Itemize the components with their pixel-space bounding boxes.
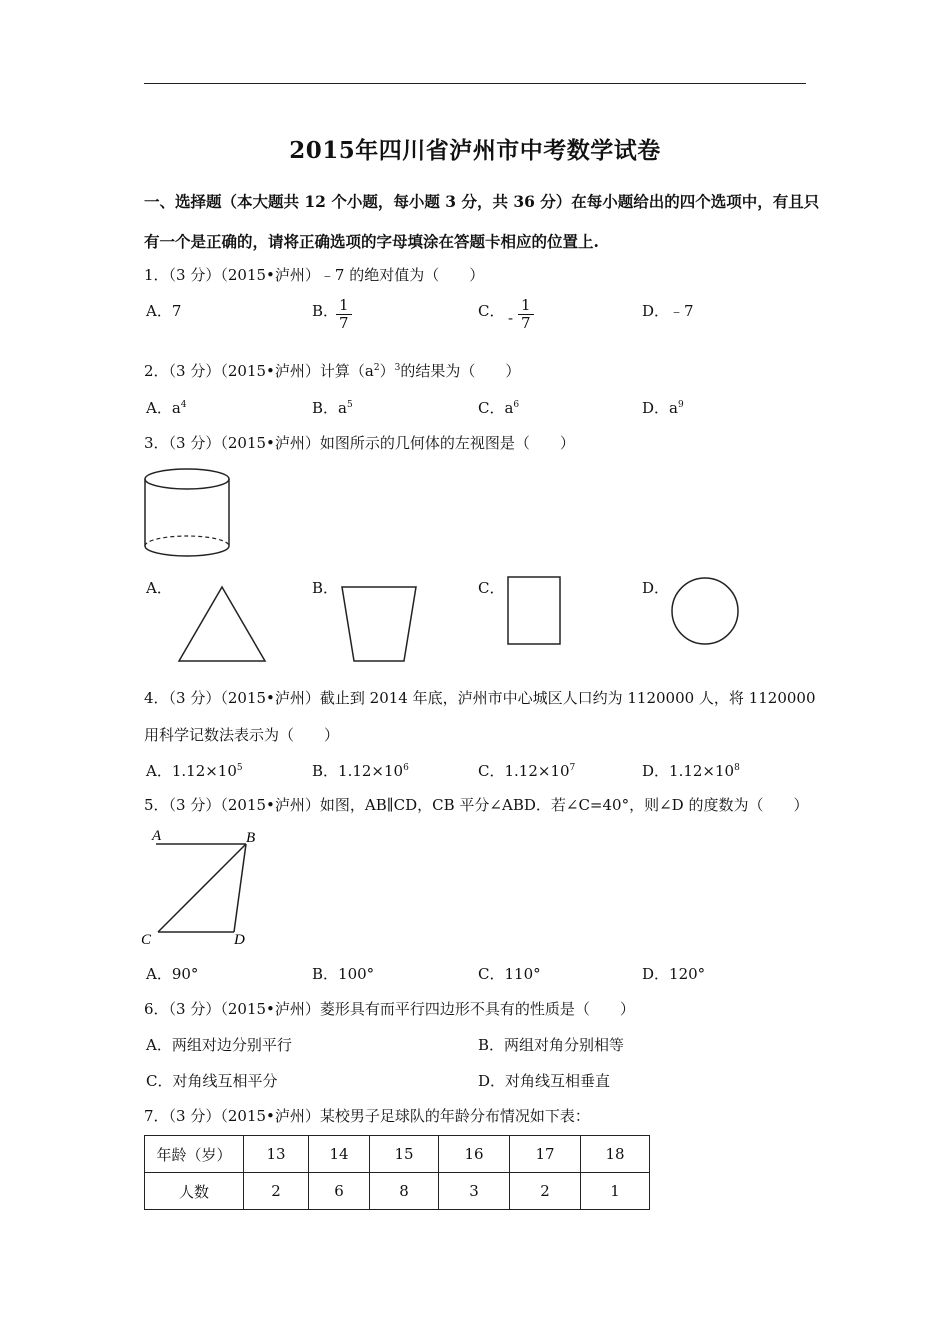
q3-option-d-circle — [668, 574, 742, 648]
q6-option-d: D．对角线互相垂直 — [478, 1072, 611, 1090]
q7-row2-header: 人数 — [145, 1173, 244, 1210]
table-cell: 17 — [510, 1136, 581, 1173]
q2-stem-post: 的结果为（ ） — [400, 362, 521, 380]
q2-option-c: C．$a^6$ — [478, 399, 520, 417]
q2-stem — [144, 360, 520, 381]
q4-stem-line-2: 用科学记数法表示为（ ） — [144, 726, 340, 744]
q5-option-a: A．90° — [146, 965, 199, 983]
table-cell: 1 — [581, 1173, 650, 1210]
q5-label-a: A — [152, 828, 162, 844]
q2-stem-mid: ） — [379, 362, 395, 380]
q2-option-a: A．$a^4$ — [146, 399, 187, 417]
q6-stem: 6．（3 分）（2015•泸州）菱形具有而平行四边形不具有的性质是（ ） — [144, 1000, 635, 1018]
q6-option-a: A．两组对边分别平行 — [146, 1036, 292, 1054]
q5-geometry-figure — [138, 824, 268, 950]
q1-option-c-label: C． — [478, 302, 505, 320]
q1-option-a: A．7 — [146, 302, 182, 320]
table-cell: 2 — [510, 1173, 581, 1210]
q3-option-b-trapezoid — [340, 584, 418, 664]
q2-stem-pre: 2．（3 分）（2015•泸州）计算（a — [144, 362, 374, 380]
page-title: 2015年四川省泸州市中考数学试卷 — [289, 137, 661, 164]
q3-option-a-triangle — [176, 584, 268, 664]
table-row — [145, 1173, 650, 1210]
q1-stem: 1．（3 分）（2015•泸州）﹣7 的绝对值为（ ） — [144, 266, 485, 284]
q3-option-a-label: A． — [146, 579, 172, 597]
q1-b-numerator: 1 — [336, 297, 352, 315]
section-instruction-line-2: 有一个是正确的，请将正确选项的字母填涂在答题卡相应的位置上. — [144, 232, 599, 251]
q1-option-b-fraction — [336, 297, 352, 332]
table-cell: 14 — [309, 1136, 370, 1173]
q5-label-c: C — [141, 932, 152, 948]
table-cell: 6 — [309, 1173, 370, 1210]
q3-option-c-rectangle — [506, 575, 564, 647]
section-instruction-line-1: 一、选择题（本大题共 12 个小题，每小题 3 分，共 36 分）在每小题给出的四个选项中，有且只 — [144, 192, 820, 211]
q3-option-b-label: B． — [312, 579, 339, 597]
q1-option-c-fraction — [518, 297, 534, 332]
q4-stem-line-1: 4．（3 分）（2015•泸州）截止到 2014 年底，泸州市中心城区人口约为 1120000 人，将 1120000 — [144, 689, 816, 707]
table-cell: 15 — [370, 1136, 439, 1173]
q2-stem-sup2: 3 — [394, 363, 401, 373]
q5-option-d: D．120° — [642, 965, 706, 983]
q7-age-table — [144, 1135, 650, 1210]
q1-c-denominator: 7 — [521, 314, 531, 332]
q3-option-d-label: D． — [642, 579, 670, 597]
q4-option-a: A．$1.12\times 10^5$ — [146, 762, 243, 780]
table-row — [145, 1136, 650, 1173]
q1-option-c-sign: - — [508, 309, 514, 327]
q2-option-b: B．$a^5$ — [312, 399, 353, 417]
table-cell: 3 — [439, 1173, 510, 1210]
q3-cylinder-figure — [140, 466, 240, 562]
q5-option-c: C．110° — [478, 965, 541, 983]
q5-stem: 5．（3 分）（2015•泸州）如图，AB∥CD，CB 平分∠ABD．若∠C=40°，则∠D 的度数为（ ） — [144, 796, 809, 814]
q4-option-b: B．$1.12\times 10^6$ — [312, 762, 409, 780]
q1-b-denominator: 7 — [339, 314, 349, 332]
q3-stem: 3．（3 分）（2015•泸州）如图所示的几何体的左视图是（ ） — [144, 434, 575, 452]
q5-label-b: B — [246, 830, 256, 846]
q2-option-d: D．$a^9$ — [642, 399, 684, 417]
q4-option-c: C．$1.12\times 10^7$ — [478, 762, 576, 780]
q1-c-numerator: 1 — [518, 297, 534, 315]
table-cell: 8 — [370, 1173, 439, 1210]
table-cell: 16 — [439, 1136, 510, 1173]
q1-option-d: D．﹣7 — [642, 302, 694, 320]
q1-option-b-label: B． — [312, 302, 339, 320]
q6-option-b: B．两组对角分别相等 — [478, 1036, 625, 1054]
q7-row1-header: 年龄（岁） — [145, 1136, 244, 1173]
q5-option-b: B．100° — [312, 965, 375, 983]
q6-option-c: C．对角线互相平分 — [146, 1072, 278, 1090]
q4-option-d: D．$1.12\times 10^8$ — [642, 762, 740, 780]
header-rule — [144, 83, 806, 84]
q5-label-d: D — [234, 932, 245, 948]
q3-option-c-label: C． — [478, 579, 505, 597]
table-cell: 13 — [244, 1136, 309, 1173]
table-cell: 18 — [581, 1136, 650, 1173]
q7-stem: 7．（3 分）（2015•泸州）某校男子足球队的年龄分布情况如下表： — [144, 1107, 590, 1125]
table-cell: 2 — [244, 1173, 309, 1210]
q2-stem-sup1: 2 — [373, 363, 380, 373]
